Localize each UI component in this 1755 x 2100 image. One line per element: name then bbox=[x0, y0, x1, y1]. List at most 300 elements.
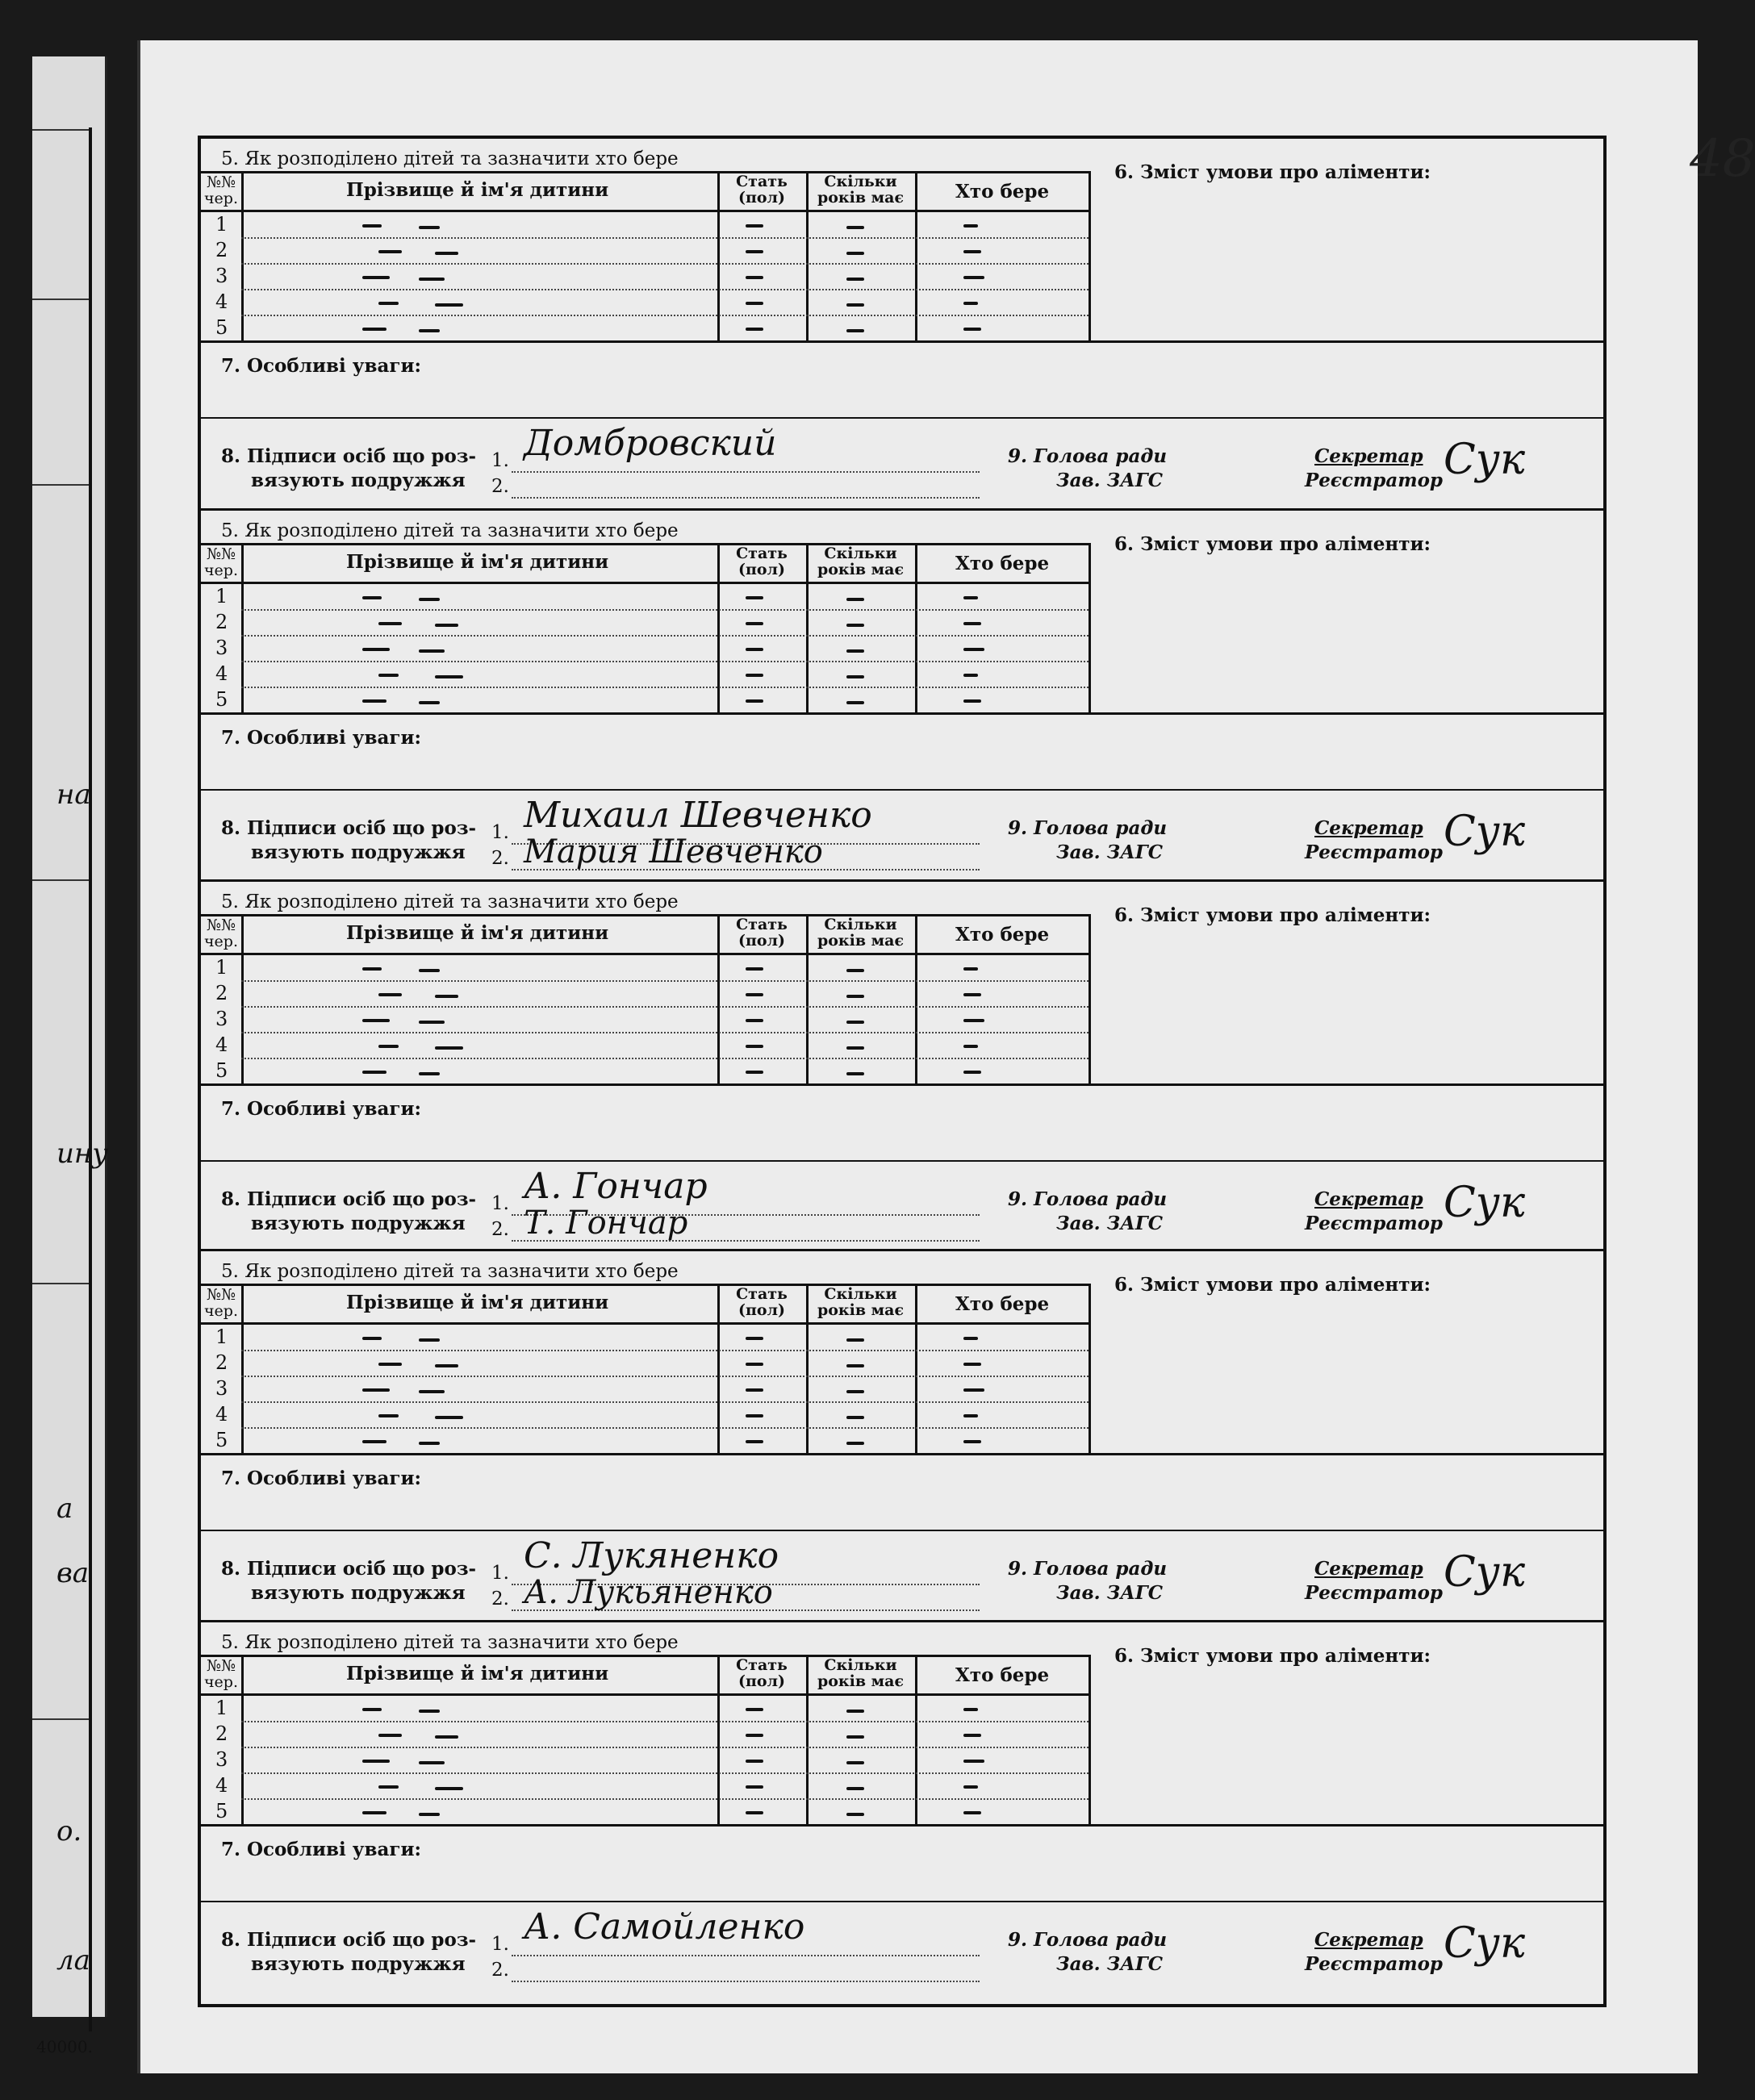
num-header: №№ bbox=[207, 545, 236, 563]
signature-2-num: 2. bbox=[491, 1219, 509, 1240]
ditto-mark bbox=[846, 1021, 864, 1024]
ditto-mark bbox=[435, 675, 463, 678]
ditto-mark bbox=[746, 224, 763, 228]
col-age: Скільки bbox=[824, 173, 897, 190]
ditto-mark bbox=[435, 624, 458, 627]
ditto-mark bbox=[746, 1363, 763, 1366]
ditto-mark bbox=[362, 596, 382, 599]
section8-label-2: вязують подружжя bbox=[251, 1582, 466, 1604]
section5-label: 5. Як розподілено дітей та зазначити хто бере bbox=[221, 1632, 679, 1653]
num-header-2: чер. bbox=[203, 1302, 238, 1320]
col-sex-2: (пол) bbox=[738, 932, 785, 950]
registrar-label: Реєстратор bbox=[1305, 1582, 1444, 1604]
row-number: 2 bbox=[215, 982, 228, 1004]
row-number: 5 bbox=[215, 1429, 228, 1451]
ditto-mark bbox=[963, 674, 978, 677]
ditto-mark bbox=[963, 1337, 978, 1340]
table-row bbox=[241, 661, 1089, 662]
col-sex: Стать bbox=[736, 1285, 788, 1303]
children-table bbox=[201, 1284, 1091, 1455]
col-age: Скільки bbox=[824, 1285, 897, 1303]
section7-rule bbox=[201, 340, 1603, 343]
ditto-mark bbox=[362, 224, 382, 228]
row-number: 4 bbox=[215, 1774, 228, 1797]
table-top-rule bbox=[201, 543, 1089, 545]
ditto-mark bbox=[846, 1390, 864, 1393]
signature-1-num: 1. bbox=[491, 1934, 509, 1955]
num-header: №№ bbox=[207, 916, 236, 934]
num-header-2: чер. bbox=[203, 933, 238, 950]
row-number: 4 bbox=[215, 1033, 228, 1056]
ditto-mark bbox=[746, 1811, 763, 1814]
section7-label: 7. Особливі уваги: bbox=[221, 1467, 421, 1489]
section7-label: 7. Особливі уваги: bbox=[221, 355, 421, 377]
ditto-mark bbox=[378, 622, 402, 625]
table-header-rule bbox=[201, 1322, 1089, 1325]
ditto-mark bbox=[846, 1072, 864, 1075]
col-child-name: Прізвище й ім'я дитини bbox=[346, 551, 609, 573]
spouse-signature-2: Т. Гончар bbox=[524, 1204, 688, 1242]
table-top-rule bbox=[201, 914, 1089, 916]
ditto-mark bbox=[362, 699, 387, 703]
ditto-mark bbox=[362, 967, 382, 971]
col-age-2: років має bbox=[817, 189, 905, 207]
ditto-mark bbox=[846, 226, 864, 229]
registrar-signature: Сук bbox=[1444, 808, 1526, 856]
row-number: 4 bbox=[215, 662, 228, 685]
left-fragment: о. bbox=[56, 1815, 82, 1847]
registrar-label: Реєстратор bbox=[1305, 1213, 1444, 1234]
ditto-mark bbox=[419, 1710, 440, 1713]
ditto-mark bbox=[378, 1045, 399, 1048]
col-sex-2: (пол) bbox=[738, 1672, 785, 1690]
divorce-register-form bbox=[198, 136, 1607, 2007]
section9-label-2: Зав. ЗАГС bbox=[1056, 1213, 1164, 1234]
section7-label: 7. Особливі уваги: bbox=[221, 1098, 421, 1120]
row-number: 3 bbox=[215, 265, 228, 287]
secretary-label: Секретар bbox=[1314, 817, 1423, 839]
ditto-mark bbox=[746, 1734, 763, 1737]
ditto-mark bbox=[378, 1785, 399, 1789]
ditto-mark bbox=[362, 1019, 390, 1022]
col-sex: Стать bbox=[736, 545, 788, 562]
section8-label-2: вязують подружжя bbox=[251, 1953, 466, 1975]
num-header: №№ bbox=[207, 1657, 236, 1675]
ditto-mark bbox=[846, 995, 864, 998]
ditto-mark bbox=[362, 1337, 382, 1340]
ditto-mark bbox=[846, 701, 864, 704]
ditto-mark bbox=[362, 276, 390, 279]
table-header-rule bbox=[201, 582, 1089, 584]
signature-line-1 bbox=[512, 471, 980, 473]
spouse-signature-1: Михаил Шевченко bbox=[524, 795, 872, 836]
ditto-mark bbox=[746, 302, 763, 305]
ditto-mark bbox=[435, 303, 463, 307]
section9-label-2: Зав. ЗАГС bbox=[1056, 1582, 1164, 1604]
left-page-rule bbox=[32, 484, 89, 486]
row-number: 3 bbox=[215, 637, 228, 659]
registrar-label: Реєстратор bbox=[1305, 841, 1444, 863]
col-age-2: років має bbox=[817, 1301, 905, 1319]
ditto-mark bbox=[746, 1019, 763, 1022]
ditto-mark bbox=[846, 1416, 864, 1419]
ditto-mark bbox=[746, 1760, 763, 1763]
section6-label: 6. Зміст умови про аліменти: bbox=[1114, 1274, 1431, 1296]
ditto-mark bbox=[419, 1390, 445, 1393]
children-table bbox=[201, 171, 1091, 343]
section8-rule bbox=[201, 1901, 1603, 1902]
ditto-mark bbox=[846, 1710, 864, 1713]
num-header: №№ bbox=[207, 173, 236, 191]
ditto-mark bbox=[846, 649, 864, 653]
table-row bbox=[241, 1772, 1089, 1774]
ditto-mark bbox=[846, 1046, 864, 1050]
left-footer: 40000. bbox=[36, 2037, 93, 2056]
section8-label-2: вязують подружжя bbox=[251, 841, 466, 863]
ditto-mark bbox=[963, 1760, 984, 1763]
col-child-name: Прізвище й ім'я дитини bbox=[346, 1663, 609, 1685]
table-row bbox=[241, 1401, 1089, 1403]
secretary-label: Секретар bbox=[1314, 1558, 1423, 1580]
signature-2-num: 2. bbox=[491, 1589, 509, 1609]
registrar-signature: Сук bbox=[1444, 1548, 1526, 1597]
left-fragment: на bbox=[56, 779, 91, 811]
col-sex-2: (пол) bbox=[738, 1301, 785, 1319]
table-row bbox=[241, 289, 1089, 290]
ditto-mark bbox=[846, 303, 864, 307]
col-sex-2: (пол) bbox=[738, 561, 785, 578]
table-header-rule bbox=[201, 1693, 1089, 1696]
section8-label: 8. Підписи осіб що роз- bbox=[221, 1929, 477, 1951]
row-number: 2 bbox=[215, 239, 228, 261]
row-number: 4 bbox=[215, 1403, 228, 1426]
table-header-rule bbox=[201, 953, 1089, 955]
ditto-mark bbox=[419, 226, 440, 229]
ditto-mark bbox=[963, 596, 978, 599]
ditto-mark bbox=[419, 1021, 445, 1024]
ditto-mark bbox=[435, 995, 458, 998]
ditto-mark bbox=[746, 1414, 763, 1417]
section7-label: 7. Особливі уваги: bbox=[221, 727, 421, 749]
row-number: 1 bbox=[215, 1326, 228, 1348]
col-who: Хто бере bbox=[955, 1293, 1050, 1315]
registrar-signature: Сук bbox=[1444, 1179, 1526, 1227]
signature-line-1 bbox=[512, 1955, 980, 1956]
ditto-mark bbox=[362, 1071, 387, 1074]
signature-2-num: 2. bbox=[491, 1960, 509, 1981]
ditto-mark bbox=[963, 1363, 981, 1366]
ditto-mark bbox=[846, 1735, 864, 1739]
section8-rule bbox=[201, 417, 1603, 419]
section9-label: 9. Голова ради bbox=[1008, 1188, 1168, 1210]
ditto-mark bbox=[746, 1045, 763, 1048]
ditto-mark bbox=[963, 1785, 978, 1789]
col-child-name: Прізвище й ім'я дитини bbox=[346, 1292, 609, 1313]
section8-rule bbox=[201, 1530, 1603, 1531]
record-section bbox=[201, 139, 1603, 510]
section9-label: 9. Голова ради bbox=[1008, 445, 1168, 467]
registrar-label: Реєстратор bbox=[1305, 1953, 1444, 1975]
ditto-mark bbox=[963, 622, 981, 625]
registrar-label: Реєстратор bbox=[1305, 470, 1444, 491]
table-header-rule bbox=[201, 210, 1089, 212]
registrar-signature: Сук bbox=[1444, 436, 1526, 484]
table-top-rule bbox=[201, 1655, 1089, 1657]
row-number: 3 bbox=[215, 1748, 228, 1771]
ditto-mark bbox=[746, 1440, 763, 1443]
section5-label: 5. Як розподілено дітей та зазначити хто бере bbox=[221, 520, 679, 541]
num-header-2: чер. bbox=[203, 562, 238, 579]
table-row bbox=[241, 635, 1089, 637]
table-row bbox=[241, 237, 1089, 239]
ditto-mark bbox=[846, 624, 864, 627]
section7-rule bbox=[201, 1453, 1603, 1455]
signature-2-num: 2. bbox=[491, 476, 509, 497]
ditto-mark bbox=[963, 648, 984, 651]
ditto-mark bbox=[746, 276, 763, 279]
ditto-mark bbox=[378, 674, 399, 677]
ditto-mark bbox=[846, 1442, 864, 1445]
signature-1-num: 1. bbox=[491, 1563, 509, 1584]
ditto-mark bbox=[846, 598, 864, 601]
section6-label: 6. Зміст умови про аліменти: bbox=[1114, 904, 1431, 926]
ditto-mark bbox=[963, 302, 978, 305]
signature-line-2 bbox=[512, 1981, 980, 1982]
ditto-mark bbox=[963, 328, 981, 331]
children-table bbox=[201, 914, 1091, 1086]
signature-2-num: 2. bbox=[491, 848, 509, 869]
ditto-mark bbox=[419, 649, 445, 653]
ditto-mark bbox=[746, 596, 763, 599]
section8-label: 8. Підписи осіб що роз- bbox=[221, 817, 477, 839]
col-age-2: років має bbox=[817, 932, 905, 950]
ditto-mark bbox=[846, 1787, 864, 1790]
ditto-mark bbox=[419, 1072, 440, 1075]
ditto-mark bbox=[846, 675, 864, 678]
ditto-mark bbox=[419, 1442, 440, 1445]
left-page-rule bbox=[32, 299, 89, 300]
ditto-mark bbox=[362, 1440, 387, 1443]
num-header-2: чер. bbox=[203, 1673, 238, 1691]
section8-label: 8. Підписи осіб що роз- bbox=[221, 1558, 477, 1580]
table-row bbox=[241, 1032, 1089, 1033]
ditto-mark bbox=[963, 224, 978, 228]
row-number: 5 bbox=[215, 1059, 228, 1082]
spouse-signature-1: А. Гончар bbox=[524, 1166, 708, 1207]
ditto-mark bbox=[746, 699, 763, 703]
ditto-mark bbox=[746, 674, 763, 677]
ditto-mark bbox=[963, 1071, 981, 1074]
row-number: 4 bbox=[215, 290, 228, 313]
ditto-mark bbox=[435, 1787, 463, 1790]
col-age: Скільки bbox=[824, 1656, 897, 1674]
ditto-mark bbox=[963, 276, 984, 279]
children-table bbox=[201, 1655, 1091, 1827]
ditto-mark bbox=[963, 1811, 981, 1814]
record-section bbox=[201, 508, 1603, 882]
row-number: 1 bbox=[215, 1697, 228, 1719]
spouse-signature-1: А. Самойленко bbox=[524, 1906, 805, 1948]
table-row bbox=[241, 1006, 1089, 1008]
ditto-mark bbox=[419, 701, 440, 704]
ditto-mark bbox=[746, 622, 763, 625]
ditto-mark bbox=[963, 1708, 978, 1711]
table-row bbox=[241, 315, 1089, 316]
section9-label: 9. Голова ради bbox=[1008, 1929, 1168, 1951]
table-row bbox=[241, 980, 1089, 982]
ditto-mark bbox=[378, 1734, 402, 1737]
ditto-mark bbox=[362, 1388, 390, 1392]
ditto-mark bbox=[362, 1708, 382, 1711]
row-number: 2 bbox=[215, 1351, 228, 1374]
table-row bbox=[241, 1350, 1089, 1351]
ditto-mark bbox=[419, 1338, 440, 1342]
spouse-signature-2: А. Лукьяненко bbox=[524, 1574, 773, 1611]
ditto-mark bbox=[746, 967, 763, 971]
section8-rule bbox=[201, 789, 1603, 791]
col-child-name: Прізвище й ім'я дитини bbox=[346, 179, 609, 201]
section8-label: 8. Підписи осіб що роз- bbox=[221, 1188, 477, 1210]
section8-label-2: вязують подружжя bbox=[251, 470, 466, 491]
section5-label: 5. Як розподілено дітей та зазначити хто бере bbox=[221, 1261, 679, 1282]
ditto-mark bbox=[378, 1414, 399, 1417]
ditto-mark bbox=[419, 278, 445, 281]
table-row bbox=[241, 1376, 1089, 1377]
row-number: 5 bbox=[215, 316, 228, 339]
signature-1-num: 1. bbox=[491, 450, 509, 471]
col-sex: Стать bbox=[736, 1656, 788, 1674]
ditto-mark bbox=[963, 967, 978, 971]
section9-label: 9. Голова ради bbox=[1008, 817, 1168, 839]
ditto-mark bbox=[746, 1388, 763, 1392]
ditto-mark bbox=[963, 1045, 978, 1048]
row-number: 1 bbox=[215, 956, 228, 979]
spouse-signature-1: С. Лукяненко bbox=[524, 1535, 779, 1576]
section8-rule bbox=[201, 1160, 1603, 1162]
ditto-mark bbox=[378, 302, 399, 305]
ditto-mark bbox=[362, 1811, 387, 1814]
section9-label: 9. Голова ради bbox=[1008, 1558, 1168, 1580]
ditto-mark bbox=[419, 1813, 440, 1816]
ditto-mark bbox=[846, 1364, 864, 1367]
ditto-mark bbox=[378, 1363, 402, 1366]
section7-label: 7. Особливі уваги: bbox=[221, 1839, 421, 1860]
ditto-mark bbox=[419, 598, 440, 601]
page-number: 48 bbox=[1690, 129, 1755, 189]
col-who: Хто бере bbox=[955, 553, 1050, 574]
ditto-mark bbox=[435, 252, 458, 255]
row-number: 3 bbox=[215, 1008, 228, 1030]
ditto-mark bbox=[963, 250, 981, 253]
ditto-mark bbox=[846, 1813, 864, 1816]
registrar-signature: Сук bbox=[1444, 1919, 1526, 1968]
section5-label: 5. Як розподілено дітей та зазначити хто бере bbox=[221, 148, 679, 169]
left-fragment: ину bbox=[56, 1138, 109, 1170]
section7-rule bbox=[201, 712, 1603, 715]
section5-label: 5. Як розподілено дітей та зазначити хто бере bbox=[221, 891, 679, 912]
col-sex-2: (пол) bbox=[738, 189, 785, 207]
ditto-mark bbox=[846, 278, 864, 281]
table-top-rule bbox=[201, 1284, 1089, 1286]
table-row bbox=[241, 1427, 1089, 1429]
ditto-mark bbox=[963, 1388, 984, 1392]
table-row bbox=[241, 263, 1089, 265]
section6-label: 6. Зміст умови про аліменти: bbox=[1114, 1645, 1431, 1667]
row-number: 1 bbox=[215, 213, 228, 236]
left-fragment: ла bbox=[56, 1944, 90, 1977]
col-age-2: років має bbox=[817, 561, 905, 578]
secretary-label: Секретар bbox=[1314, 1929, 1423, 1951]
spouse-signature-2: Мария Шевченко bbox=[524, 833, 823, 870]
signature-line-2 bbox=[512, 497, 980, 499]
section7-rule bbox=[201, 1083, 1603, 1086]
ditto-mark bbox=[362, 328, 387, 331]
table-row bbox=[241, 1721, 1089, 1722]
ditto-mark bbox=[362, 1760, 390, 1763]
ditto-mark bbox=[963, 1414, 978, 1417]
left-page-strip bbox=[32, 56, 109, 2056]
row-number: 1 bbox=[215, 585, 228, 607]
section9-label-2: Зав. ЗАГС bbox=[1056, 1953, 1164, 1975]
ditto-mark bbox=[963, 1019, 984, 1022]
num-header-2: чер. bbox=[203, 190, 238, 207]
secretary-label: Секретар bbox=[1314, 445, 1423, 467]
section7-rule bbox=[201, 1824, 1603, 1827]
col-age: Скільки bbox=[824, 916, 897, 933]
ditto-mark bbox=[746, 648, 763, 651]
section9-label-2: Зав. ЗАГС bbox=[1056, 841, 1164, 863]
table-row bbox=[241, 1058, 1089, 1059]
left-page-rule bbox=[32, 129, 89, 131]
record-section bbox=[201, 1249, 1603, 1622]
row-number: 2 bbox=[215, 611, 228, 633]
row-number: 3 bbox=[215, 1377, 228, 1400]
col-who: Хто бере bbox=[955, 924, 1050, 946]
ditto-mark bbox=[378, 993, 402, 996]
num-header: №№ bbox=[207, 1286, 236, 1304]
ditto-mark bbox=[963, 699, 981, 703]
secretary-label: Секретар bbox=[1314, 1188, 1423, 1210]
ditto-mark bbox=[435, 1416, 463, 1419]
ditto-mark bbox=[419, 329, 440, 332]
ditto-mark bbox=[746, 1708, 763, 1711]
section6-label: 6. Зміст умови про аліменти: bbox=[1114, 533, 1431, 555]
ditto-mark bbox=[378, 250, 402, 253]
table-top-rule bbox=[201, 171, 1089, 173]
ditto-mark bbox=[435, 1735, 458, 1739]
ditto-mark bbox=[746, 250, 763, 253]
ditto-mark bbox=[419, 969, 440, 972]
signature-1-num: 1. bbox=[491, 1193, 509, 1214]
left-page-rule bbox=[32, 1718, 89, 1720]
col-age-2: років має bbox=[817, 1672, 905, 1690]
col-sex: Стать bbox=[736, 916, 788, 933]
signature-1-num: 1. bbox=[491, 822, 509, 843]
col-who: Хто бере bbox=[955, 181, 1050, 202]
ditto-mark bbox=[746, 328, 763, 331]
left-page-rule bbox=[32, 1283, 89, 1284]
left-fragment: ва bbox=[56, 1557, 90, 1589]
ditto-mark bbox=[963, 1734, 981, 1737]
ditto-mark bbox=[746, 1071, 763, 1074]
table-row bbox=[241, 609, 1089, 611]
col-child-name: Прізвище й ім'я дитини bbox=[346, 922, 609, 944]
table-row bbox=[241, 1747, 1089, 1748]
children-table bbox=[201, 543, 1091, 715]
spouse-signature-1: Домбровский bbox=[524, 423, 777, 464]
table-row bbox=[241, 1798, 1089, 1800]
ditto-mark bbox=[746, 1785, 763, 1789]
